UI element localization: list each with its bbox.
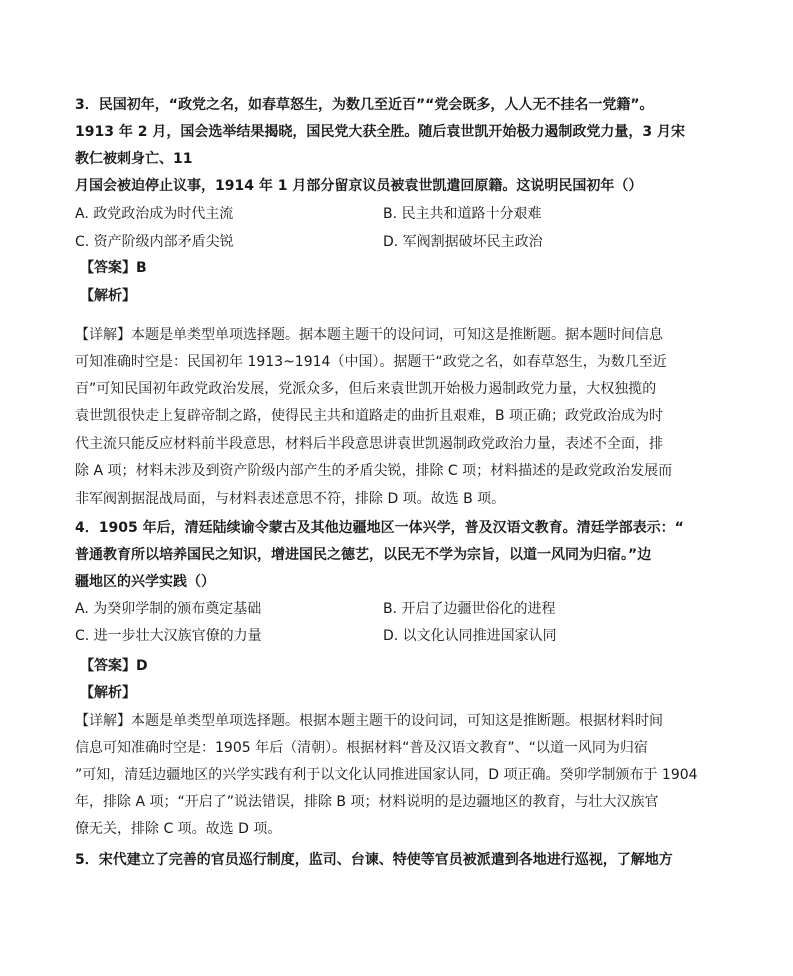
detail-line: 可知准确时空是：民国初年 1913~1914（中国）。据题干“政党之名，如春草怒生，为数几至近 (75, 354, 667, 370)
question-stem-line: 月国会被迫停止议事，1914 年 1 月部分留京议员被袁世凯遣回原籍。这说明民国初年（） (75, 178, 643, 194)
question-stem-line: 1913 年 2 月，国会选举结果揭晓，国民党大获全胜。随后袁世凯开始极力遏制政党力量，3 月宋 (75, 124, 685, 140)
detail-line: 【详解】本题是单类型单项选择题。据本题主题干的设问词，可知这是推断题。据本题时间信息 (75, 327, 663, 343)
answer-label: 【答案】B (80, 260, 147, 276)
option-b: B. 民主共和道路十分艰难 (383, 206, 542, 222)
detail-line: 【详解】本题是单类型单项选择题。根据本题主题干的设问词，可知这是推断题。根据材料时间 (75, 713, 663, 729)
detail-line: 袁世凯很快走上复辟帝制之路，使得民主共和道路走的曲折且艰难，B 项正确；政党政治成为时 (75, 408, 664, 424)
option-a: A. 为癸卯学制的颁布奠定基础 (75, 601, 262, 617)
question-stem-line: 普通教育所以培养国民之知识，增进国民之德艺，以民无不学为宗旨，以道一风同为归宿。”边 (75, 547, 652, 563)
detail-line: 非军阀割据混战局面，与材料表述意思不符，排除 D 项。故选 B 项。 (75, 491, 506, 507)
answer-label: 【答案】D (80, 658, 148, 674)
detail-line: 信息可知准确时空是：1905 年后（清朝）。根据材料“普及汉语文教育”、“以道一风同为归宿 (75, 740, 648, 756)
detail-line: ”可知，清廷边疆地区的兴学实践有利于以文化认同推进国家认同，D 项正确。癸卯学制颁布于 1904 (75, 767, 698, 783)
option-b: B. 开启了边疆世俗化的进程 (383, 601, 556, 617)
option-a: A. 政党政治成为时代主流 (75, 206, 234, 222)
detail-line: 除 A 项；材料未涉及到资产阶级内部产生的矛盾尖锐，排除 C 项；材料描述的是政党政治发展而 (75, 463, 673, 479)
detail-line: 百”可知民国初年政党政治发展，党派众多，但后来袁世凯开始极力遏制政党力量，大权独揽的 (75, 381, 657, 397)
option-d: D. 以文化认同推进国家认同 (383, 628, 557, 644)
question-stem-line: 4．1905 年后，清廷陆续谕令蒙古及其他边疆地区一体兴学，普及汉语文教育。清廷学部表示：“ (75, 520, 684, 536)
question-stem-line: 教仁被刺身亡、11 (75, 151, 193, 167)
option-c: C. 进一步壮大汉族官僚的力量 (75, 628, 262, 644)
question-stem-line: 疆地区的兴学实践（） (75, 574, 215, 590)
option-c: C. 资产阶级内部矛盾尖锐 (75, 234, 234, 250)
detail-line: 年，排除 A 项；“开启了”说法错误，排除 B 项；材料说明的是边疆地区的教育，与壮大汉族官 (75, 794, 659, 810)
detail-line: 僚无关，排除 C 项。故选 D 项。 (75, 821, 282, 837)
option-d: D. 军阀割据破坏民主政治 (383, 234, 543, 250)
detail-line: 代主流只能反应材料前半段意思，材料后半段意思讲袁世凯遏制政党政治力量，表述不全面，排 (75, 436, 663, 452)
analysis-label: 【解析】 (80, 685, 136, 701)
analysis-label: 【解析】 (80, 288, 136, 304)
question-stem-line: 3．民国初年，“政党之名，如春草怒生，为数几至近百”“党会既多，人人无不挂名一党籍”。 (75, 97, 654, 113)
question-stem-line: 5．宋代建立了完善的官员巡行制度，监司、台谏、特使等官员被派遣到各地进行巡视，了解地方 (75, 852, 673, 868)
